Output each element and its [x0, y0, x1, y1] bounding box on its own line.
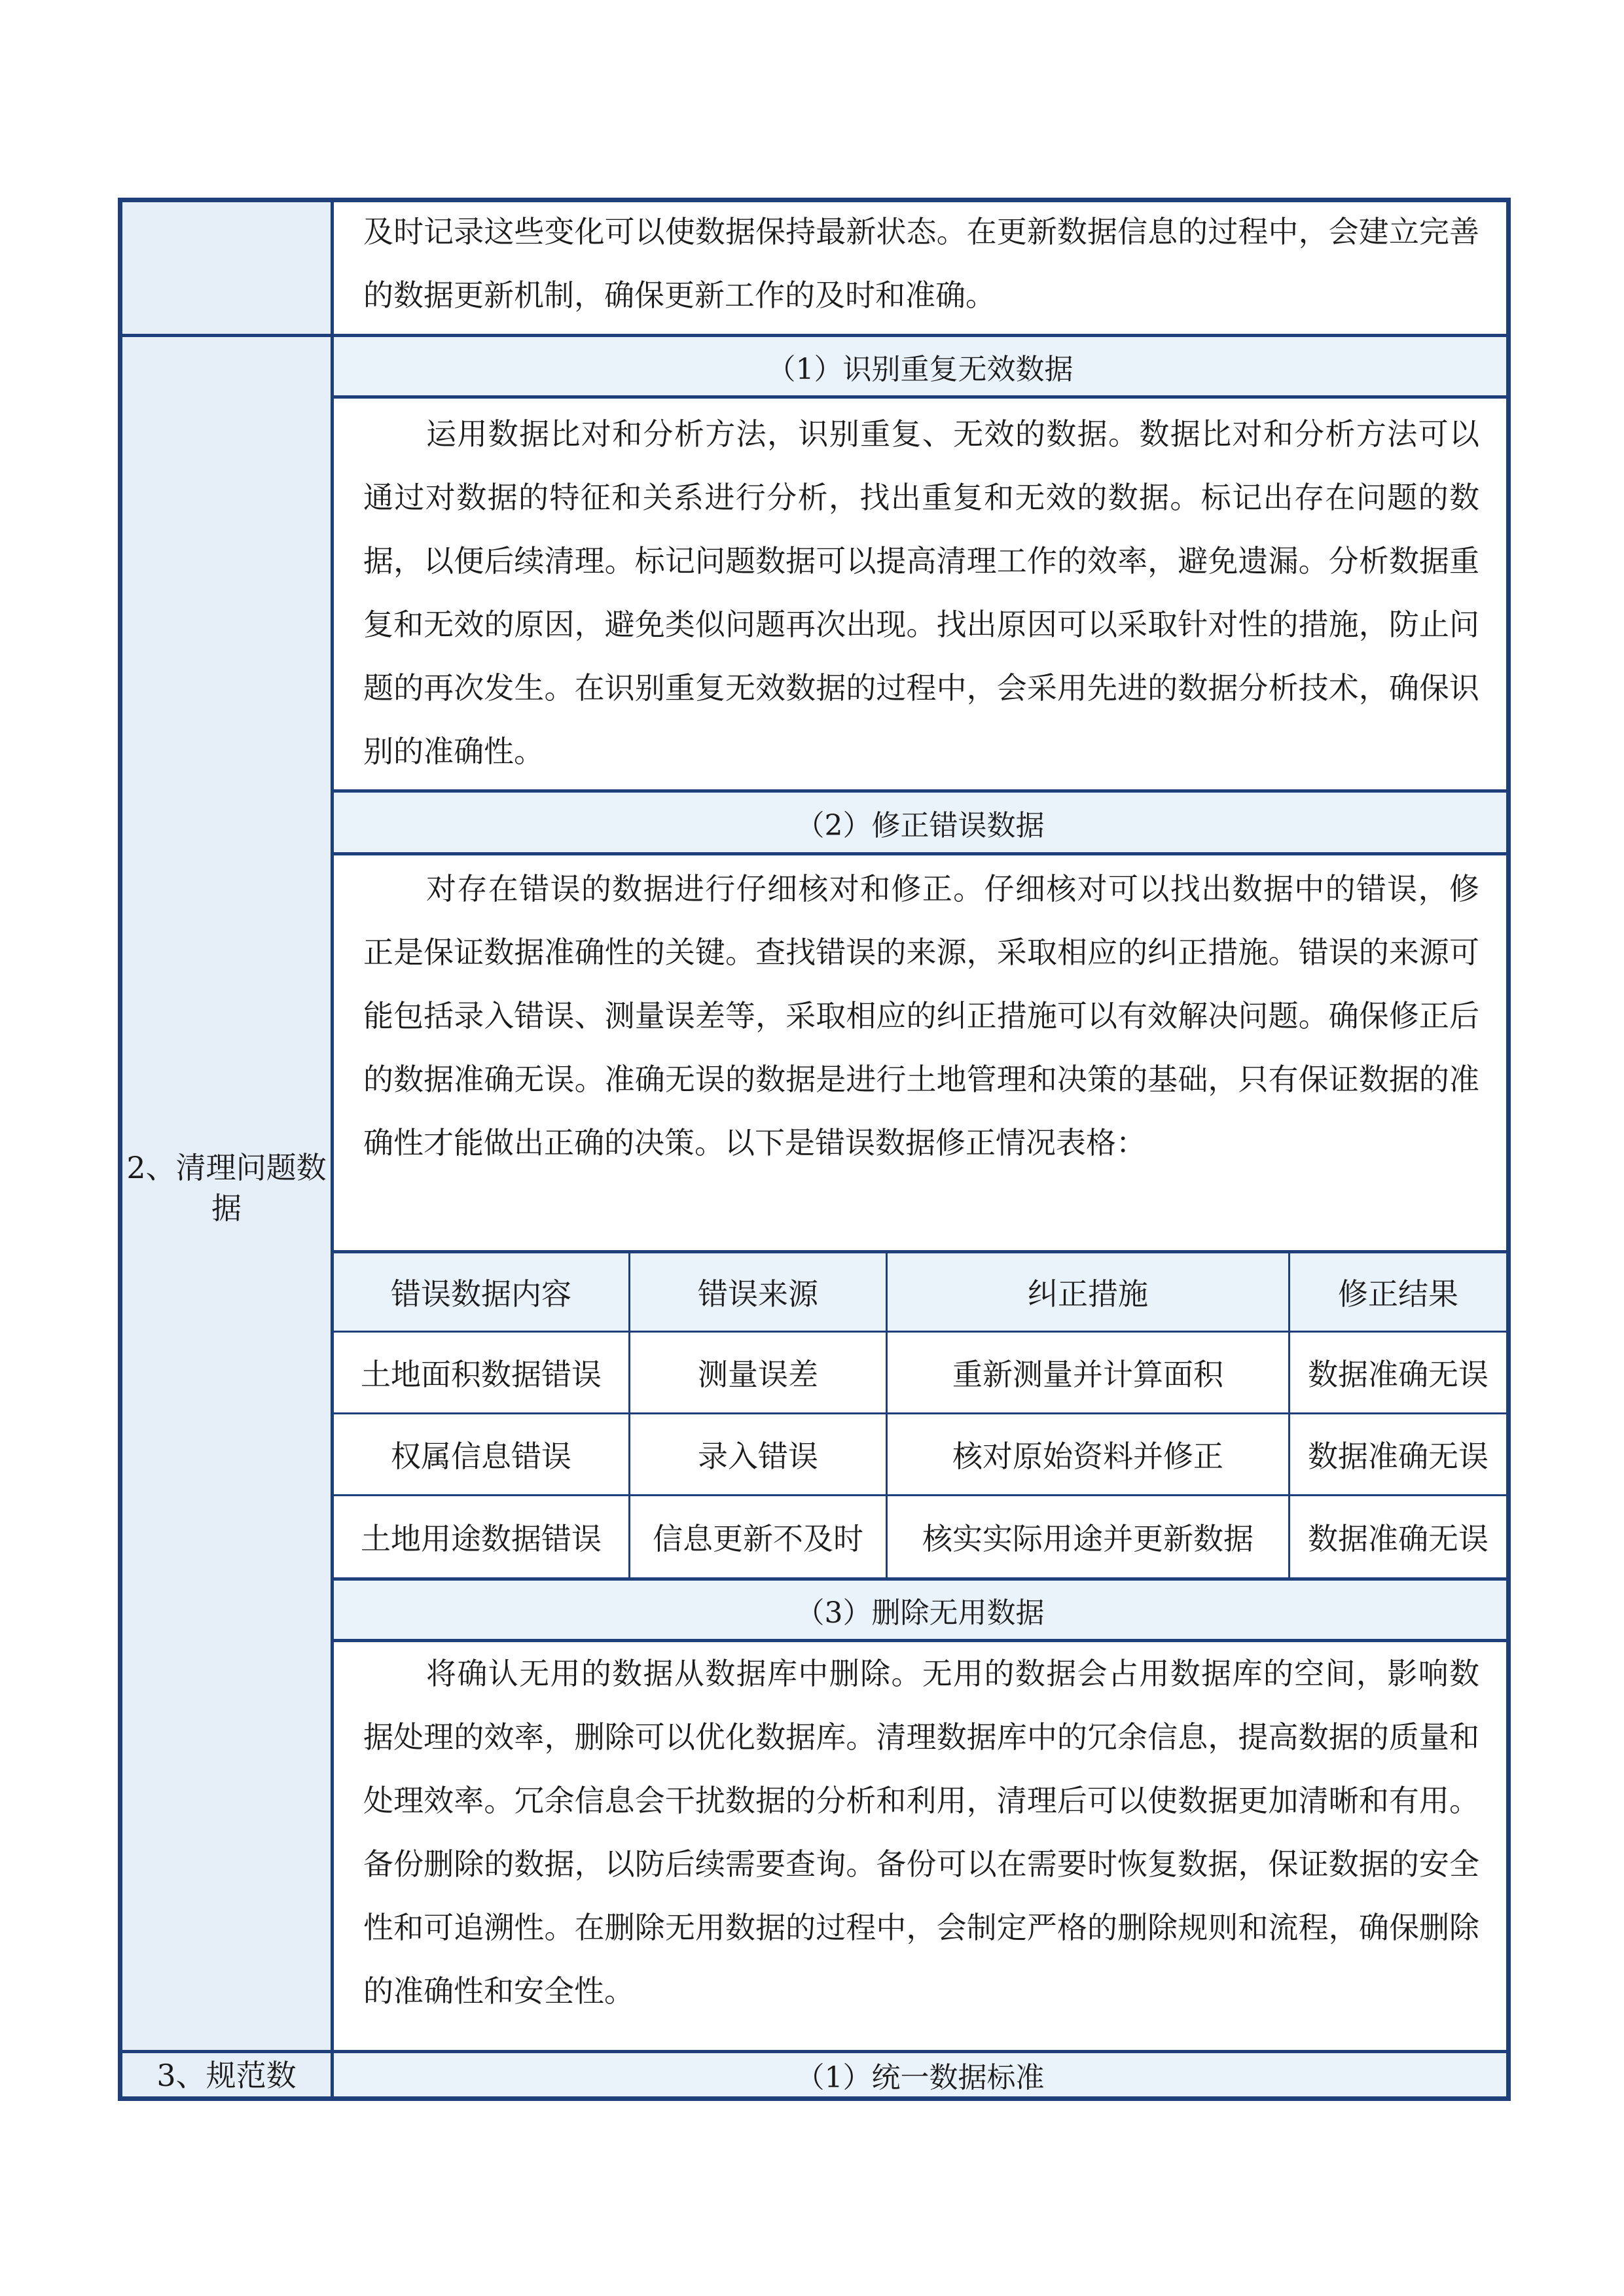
error-table-header: 错误数据内容 [391, 1276, 571, 1312]
heading-divider [334, 395, 1506, 399]
column-divider [331, 202, 334, 2096]
subsection3-body: 将确认无用的数据从数据库中删除。无用的数据会占用数据库的空间，影响数据处理的效率，删除可以优化数据库。清理数据库中的冗余信息，提高数据的质量和处理效率。冗余信息会干扰数据的分析和利用，清理后可以使数据更加清晰和有用。备份删除的数据，以防后续需要查询。备份可以在需要时恢复数据，保证数据的安全性和可追溯性。在删除无用数据的过程中，会制定严格的删除规则和流程，确保删除的准确性和安全性。 [363, 1656, 1479, 2009]
left-cell-continuation [122, 202, 331, 334]
subsection3-heading: （3）删除无用数据 [334, 1581, 1506, 1639]
table-cell: 测量误差 [698, 1357, 818, 1392]
table-cell: 核对原始资料并修正 [952, 1439, 1223, 1474]
continuation-paragraph: 及时记录这些变化可以使数据保持最新状态。在更新数据信息的过程中，会建立完善的数据更新机制，确保更新工作的及时和准确。 [363, 214, 1479, 313]
error-table-header: 错误来源 [698, 1276, 818, 1312]
section3-label: 3、规范数 [156, 2058, 297, 2093]
table-cell: 核实实际用途并更新数据 [922, 1521, 1254, 1556]
table-cell: 数据准确无误 [1308, 1521, 1489, 1556]
table-col-divider [628, 1253, 630, 1577]
table-cell: 土地面积数据错误 [361, 1357, 602, 1392]
section2-label: 2、清理问题数据 [126, 1150, 327, 1226]
table-cell: 录入错误 [698, 1439, 818, 1474]
subsection1-heading: （1）识别重复无效数据 [334, 337, 1506, 395]
table-cell: 重新测量并计算面积 [952, 1357, 1223, 1392]
table-cell: 权属信息错误 [391, 1439, 571, 1474]
table-cell: 土地用途数据错误 [361, 1521, 602, 1556]
table-cell: 数据准确无误 [1308, 1439, 1489, 1474]
subsection2-body: 对存在错误的数据进行仔细核对和修正。仔细核对可以找出数据中的错误，修正是保证数据准确性的关键。查找错误的来源，采取相应的纠正措施。错误的来源可能包括录入错误、测量误差等，采取相应的纠正措施可以有效解决问题。确保修正后的数据准确无误。准确无误的数据是进行土地管理和决策的基础，只有保证数据的准确性才能做出正确的决策。以下是错误数据修正情况表格： [363, 871, 1479, 1160]
error-table-header: 修正结果 [1338, 1276, 1458, 1312]
table-col-divider [886, 1253, 888, 1577]
section3-heading: （1）统一数据标准 [334, 2053, 1506, 2096]
document-table [118, 198, 1511, 2101]
table-col-divider [1288, 1253, 1290, 1577]
heading-divider [334, 852, 1506, 855]
error-table-header: 纠正措施 [1028, 1276, 1148, 1312]
subsection1-body: 运用数据比对和分析方法，识别重复、无效的数据。数据比对和分析方法可以通过对数据的特征和关系进行分析，找出重复和无效的数据。标记出存在问题的数据，以便后续清理。标记问题数据可以提高清理工作的效率，避免遗漏。分析数据重复和无效的原因，避免类似问题再次出现。找出原因可以采取针对性的措施，防止问题的再次发生。在识别重复无效数据的过程中，会采用先进的数据分析技术，确保识别的准确性。 [363, 416, 1479, 769]
table-cell: 数据准确无误 [1308, 1357, 1489, 1392]
table-cell: 信息更新不及时 [653, 1521, 863, 1556]
subsection2-heading: （2）修正错误数据 [334, 793, 1506, 852]
